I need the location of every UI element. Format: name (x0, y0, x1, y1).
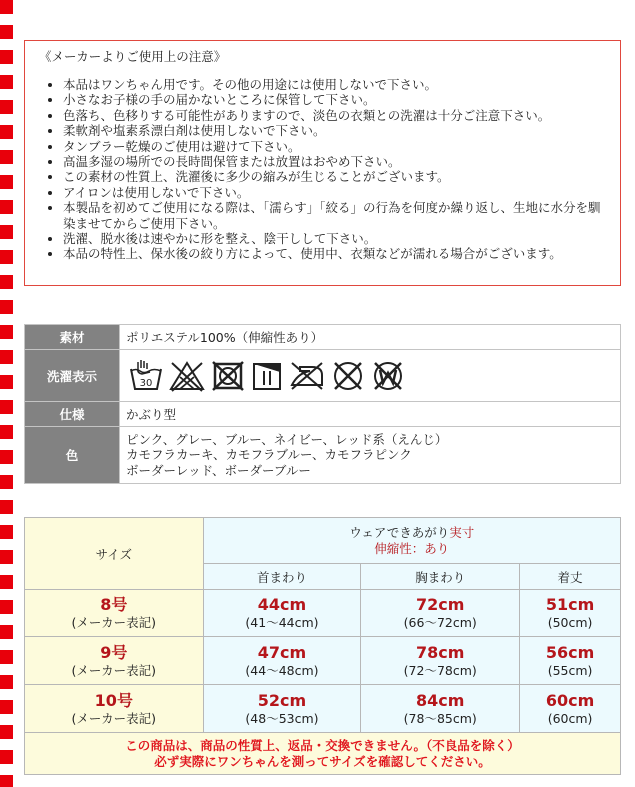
actual-value: 51cm (545, 595, 595, 614)
size-name: 10号 (94, 690, 133, 710)
notice-list (39, 77, 610, 262)
neck-cell (203, 590, 361, 637)
no-dry-clean-icon (330, 359, 366, 393)
notice-item: • 本品はワンちゃん用です。その他の用途には使用しないで下さい。 (63, 77, 610, 92)
size-note: (メーカー表記) (71, 662, 157, 678)
size-name: 8号 (100, 595, 128, 614)
label-range: (50cm) (547, 615, 593, 630)
style-label: 仕様 (25, 402, 120, 427)
neck-cell (203, 685, 361, 733)
color-values (120, 427, 621, 484)
notice-item: • 色落ち、色移りする可能性がありますので、淡色の衣類との洗濯は十分ご注意下さい。 (63, 108, 610, 123)
no-tumble-dry-icon (210, 359, 246, 393)
color-line: ボーダーレッド、ボーダーブルー (126, 462, 311, 478)
size-footer-row (25, 733, 621, 775)
measure-header-accent: 実寸 (449, 524, 475, 540)
actual-value: 72cm (416, 595, 465, 614)
no-wet-clean-icon (370, 359, 406, 393)
neck-cell (203, 637, 361, 685)
size-cell (25, 685, 204, 733)
hand-wash-30-icon (128, 359, 164, 393)
length-cell (520, 637, 621, 685)
wash-label: 洗濯表示 (25, 350, 120, 402)
actual-value: 60cm (545, 690, 595, 710)
wash-symbols-cell (120, 350, 621, 402)
size-row (25, 590, 621, 637)
size-note: (メーカー表記) (71, 710, 157, 726)
column-header-length: 着丈 (520, 564, 621, 590)
spec-row-style (25, 402, 621, 427)
no-bleach-icon (168, 359, 206, 393)
actual-value: 78cm (416, 642, 465, 662)
size-cell (25, 637, 204, 685)
notice-item: • 小さなお子様の手の届かないところに保管して下さい。 (63, 92, 610, 107)
length-cell (520, 590, 621, 637)
size-header: サイズ (25, 518, 204, 590)
label-range: (44〜48cm) (245, 662, 319, 678)
size-footer-note (25, 733, 621, 775)
no-iron-icon (288, 359, 326, 393)
material-value: ポリエステル100%（伸縮性あり） (120, 325, 621, 350)
spec-row-material (25, 325, 621, 350)
spec-row-wash (25, 350, 621, 402)
size-note: (メーカー表記) (71, 615, 157, 630)
chest-cell (361, 685, 520, 733)
footer-line: この商品は、商品の性質上、返品・交換できません。（不良品を除く） (125, 737, 520, 753)
notice-item: • 柔軟剤や塩素系漂白剤は使用しないで下さい。 (63, 123, 610, 138)
size-row (25, 685, 621, 733)
line-dry-shade-icon (250, 359, 284, 393)
measure-header-prefix: ウェアできあがり (349, 524, 450, 540)
label-range: (72〜78cm) (403, 662, 477, 678)
product-spec-table (24, 324, 621, 484)
color-label: 色 (25, 427, 120, 484)
notice-item: • 高温多湿の場所での長時間保管または放置はおやめ下さい。 (63, 154, 610, 169)
column-header-neck: 首まわり (203, 564, 361, 590)
notice-item: • タンブラー乾燥のご使用は避けて下さい。 (63, 139, 610, 154)
measure-header (203, 518, 620, 564)
size-row (25, 637, 621, 685)
size-header-row (25, 518, 621, 564)
chest-cell (361, 637, 520, 685)
wash-temp-label: 30 (139, 377, 153, 389)
label-range: (66〜72cm) (403, 615, 477, 630)
label-range: (48〜53cm) (245, 710, 319, 726)
label-range: (78〜85cm) (403, 710, 477, 726)
footer-line: 必ず実際にワンちゃんを測ってサイズを確認してください。 (154, 753, 491, 769)
actual-value: 44cm (257, 595, 307, 614)
notice-item: • この素材の性質上、洗濯後に多少の縮みが生じることがございます。 (63, 169, 610, 184)
size-cell (25, 590, 204, 637)
label-range: (41〜44cm) (245, 615, 319, 630)
actual-value: 52cm (257, 690, 307, 710)
red-stripe-border (0, 0, 13, 787)
notice-item: • 本品の特性上、保水後の絞り方によって、使用中、衣類などが濡れる場合がございます。 (63, 246, 610, 261)
label-range: (60cm) (547, 710, 593, 726)
length-cell (520, 685, 621, 733)
notice-item: • アイロンは使用しないで下さい。 (63, 185, 610, 200)
notice-item: • 本製品を初めてご使用になる際は、「濡らす」「絞る」の行為を何度か繰り返し、生地に水分を馴染ませてからご使用下さい。 (63, 200, 610, 231)
style-value: かぶり型 (120, 402, 621, 427)
actual-value: 47cm (257, 642, 307, 662)
actual-value: 56cm (545, 642, 595, 662)
notice-item: • 洗濯、脱水後は速やかに形を整え、陰干しして下さい。 (63, 231, 610, 246)
size-chart-table (24, 517, 621, 775)
size-name: 9号 (100, 642, 128, 662)
caution-notice-box (24, 40, 621, 286)
actual-value: 84cm (416, 690, 465, 710)
color-line: ピンク、グレー、ブルー、ネイビー、レッド系（えんじ） (126, 431, 448, 447)
material-label: 素材 (25, 325, 120, 350)
notice-title: 《メーカーよりご使用上の注意》 (39, 49, 227, 64)
spec-row-color (25, 427, 621, 484)
color-line: カモフラカーキ、カモフラブルー、カモフラピンク (126, 447, 412, 463)
stretch-note: 伸縮性：あり (374, 540, 450, 556)
label-range: (55cm) (547, 662, 593, 678)
column-header-chest: 胸まわり (361, 564, 520, 590)
chest-cell (361, 590, 520, 637)
